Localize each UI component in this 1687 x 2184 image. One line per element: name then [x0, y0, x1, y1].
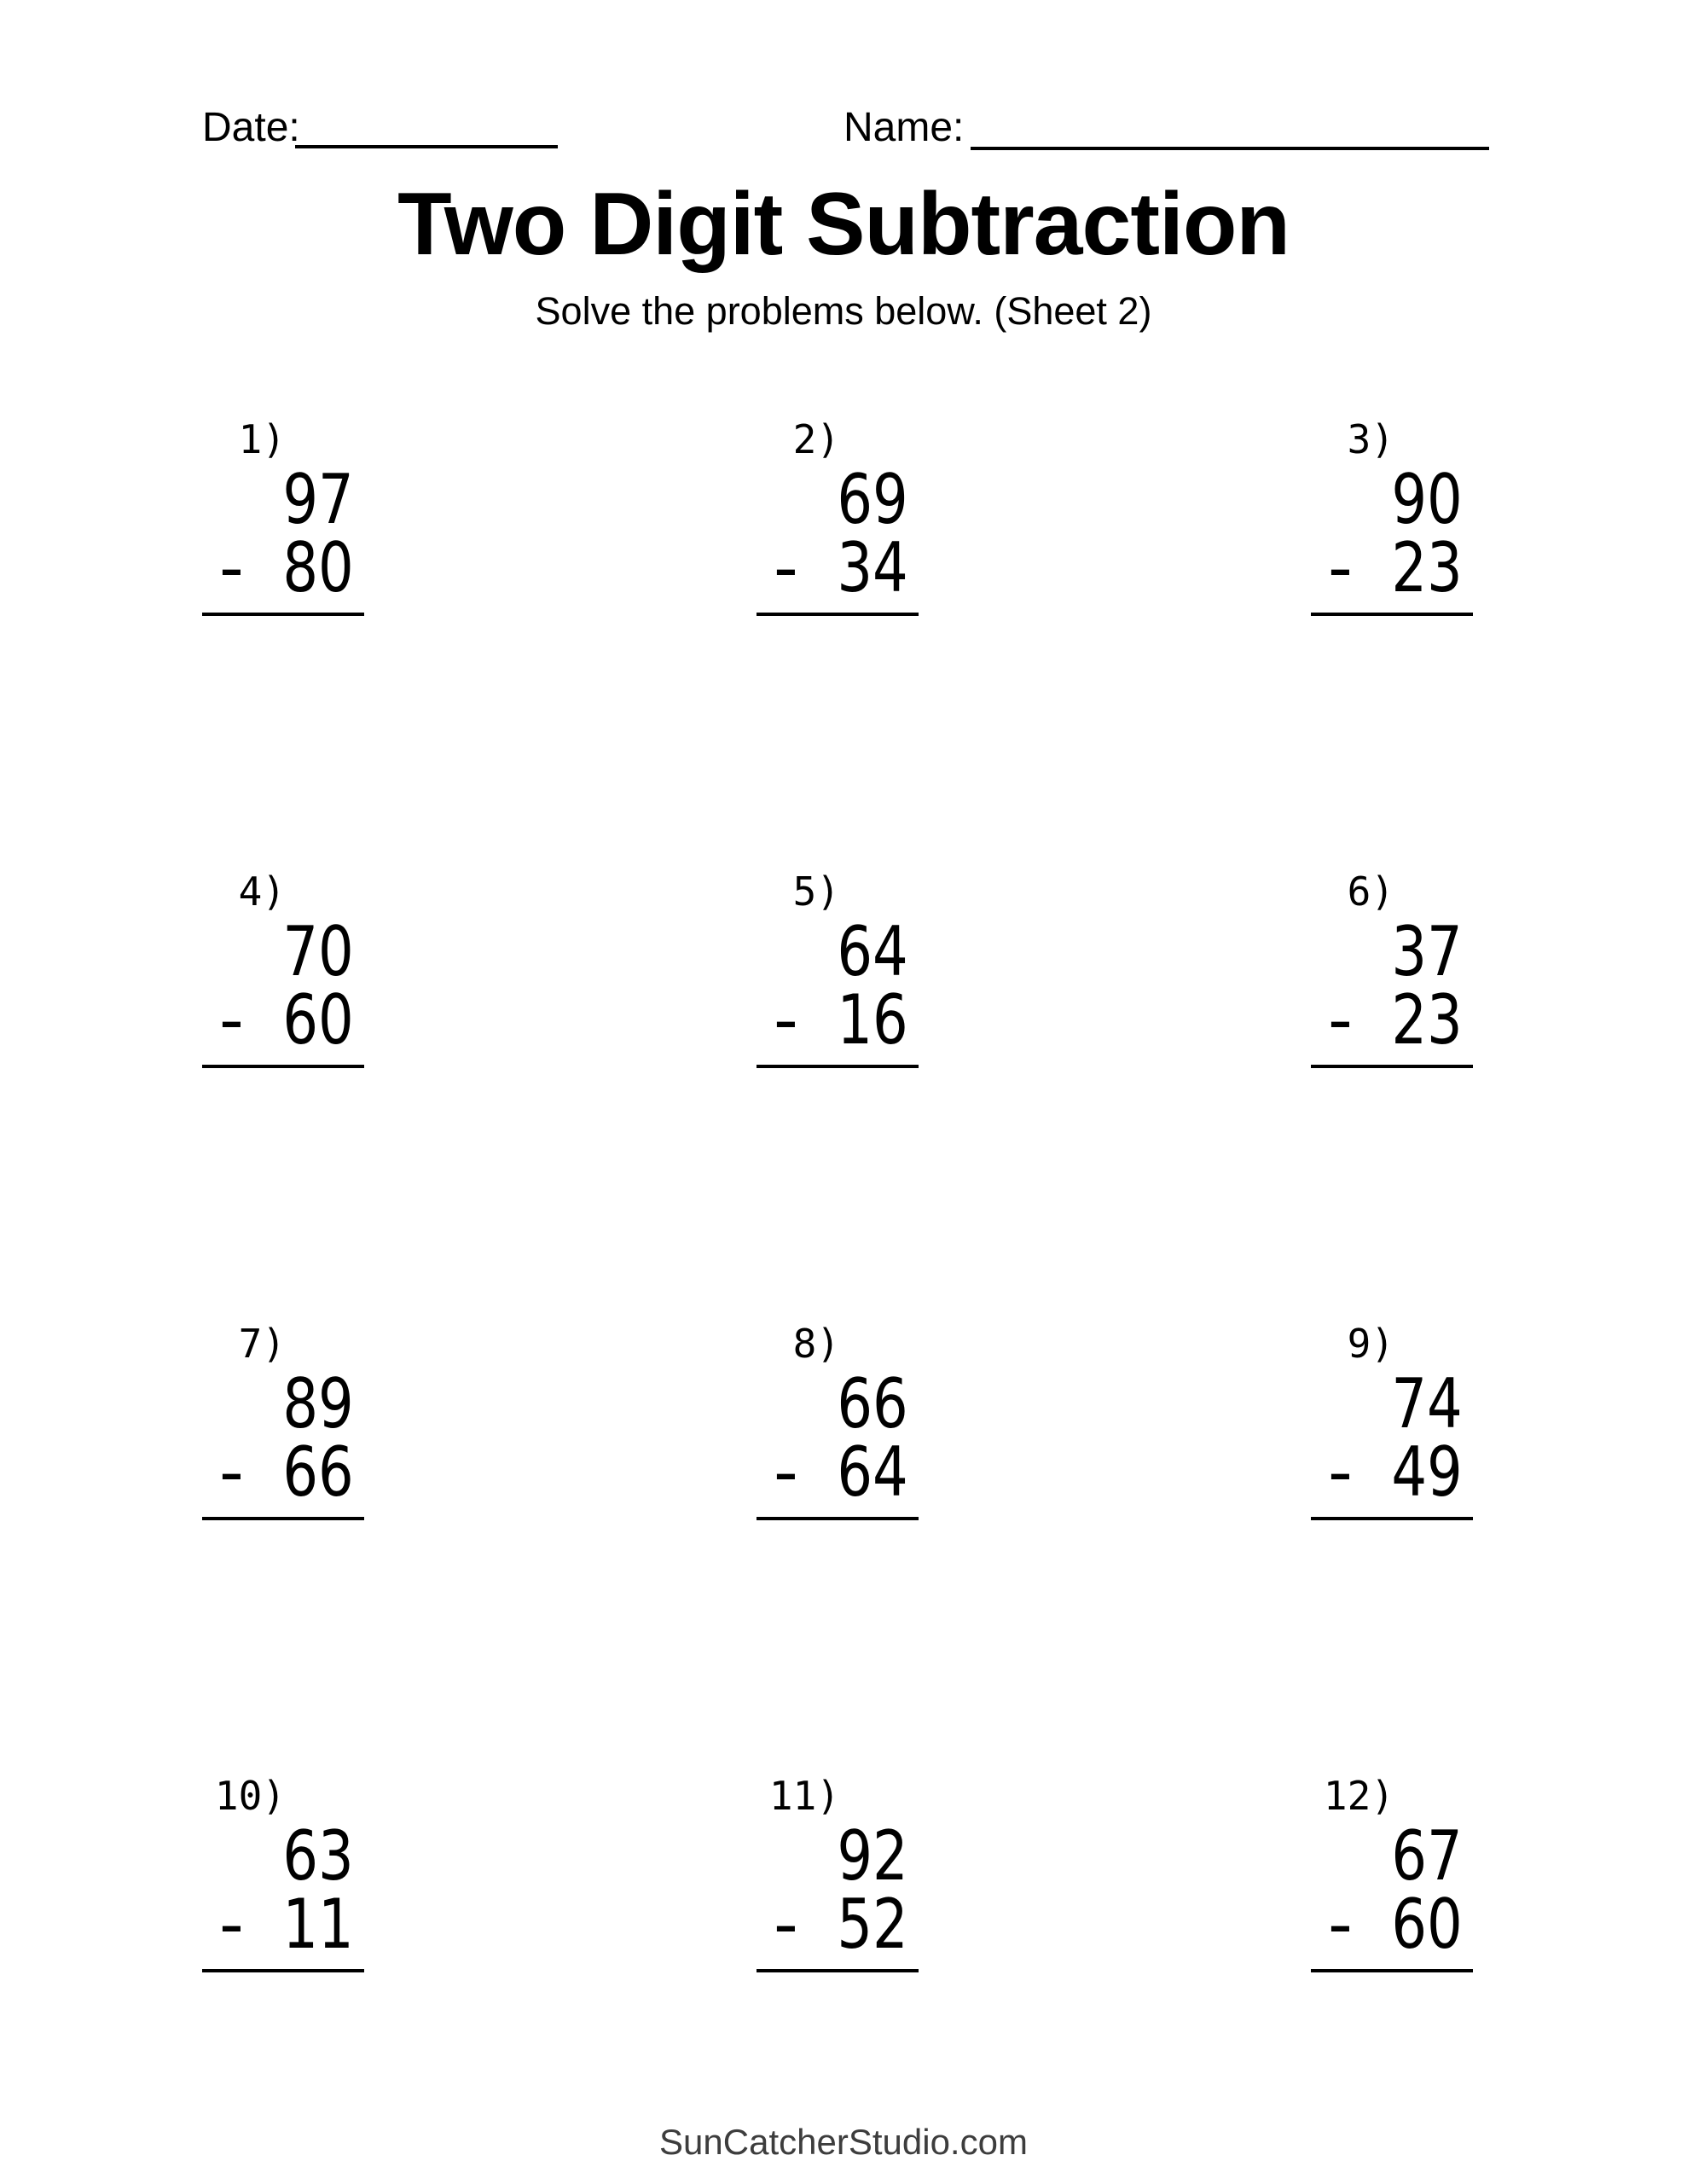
subtrahend: 60	[282, 980, 354, 1060]
answer-line	[202, 1517, 364, 1520]
minus-sign: -	[774, 1432, 798, 1512]
minuend: 66	[837, 1364, 908, 1443]
problems-grid	[202, 416, 1473, 1972]
minuend: 97	[282, 460, 354, 539]
problem-12	[1311, 1773, 1473, 1972]
answer-line	[757, 1065, 919, 1068]
minuend: 92	[837, 1816, 908, 1896]
subtrahend-row	[757, 1432, 919, 1512]
subtrahend-row	[202, 1432, 364, 1512]
subtrahend-row	[1311, 980, 1473, 1060]
problem-number: 3)	[1347, 416, 1394, 462]
problem-number: 5)	[792, 868, 840, 915]
minus-sign: -	[1328, 980, 1353, 1060]
answer-line	[1311, 1969, 1473, 1972]
subtrahend: 60	[1391, 1885, 1463, 1964]
problem-8	[757, 1321, 919, 1520]
subtrahend: 23	[1391, 980, 1463, 1060]
subtrahend-row	[202, 980, 364, 1060]
date-blank-line	[295, 145, 558, 148]
answer-line	[757, 1517, 919, 1520]
answer-line	[202, 1065, 364, 1068]
minus-sign: -	[1328, 1432, 1353, 1512]
problem-number: 11)	[768, 1773, 840, 1819]
problem-11	[757, 1773, 919, 1972]
answer-line	[202, 613, 364, 616]
subtrahend-row	[1311, 528, 1473, 607]
date-label: Date:	[202, 105, 300, 150]
subtrahend-row	[202, 528, 364, 607]
page-subtitle: Solve the problems below. (Sheet 2)	[535, 289, 1152, 333]
name-label: Name:	[844, 105, 965, 150]
minuend: 64	[837, 912, 908, 991]
minuend: 89	[282, 1364, 354, 1443]
answer-line	[757, 613, 919, 616]
name-blank-line	[971, 147, 1489, 150]
problem-10	[202, 1773, 364, 1972]
problem-4	[202, 868, 364, 1068]
subtrahend: 34	[837, 528, 908, 607]
minuend: 67	[1391, 1816, 1463, 1896]
subtrahend: 23	[1391, 528, 1463, 607]
subtrahend: 80	[282, 528, 354, 607]
minus-sign: -	[1328, 1885, 1353, 1964]
problem-7	[202, 1321, 364, 1520]
minus-sign: -	[219, 528, 244, 607]
problem-number: 2)	[792, 416, 840, 462]
minus-sign: -	[219, 980, 244, 1060]
minuend: 63	[282, 1816, 354, 1896]
answer-line	[1311, 1517, 1473, 1520]
minus-sign: -	[1328, 528, 1353, 607]
problem-number: 1)	[238, 416, 286, 462]
problem-number: 12)	[1323, 1773, 1394, 1819]
subtrahend: 64	[837, 1432, 908, 1512]
minus-sign: -	[774, 1885, 798, 1964]
answer-line	[1311, 613, 1473, 616]
subtrahend-row	[757, 1885, 919, 1964]
minuend: 70	[282, 912, 354, 991]
subtrahend: 16	[837, 980, 908, 1060]
subtrahend-row	[757, 528, 919, 607]
minuend: 37	[1391, 912, 1463, 991]
answer-line	[1311, 1065, 1473, 1068]
subtrahend: 49	[1391, 1432, 1463, 1512]
minus-sign: -	[774, 980, 798, 1060]
problem-2	[757, 416, 919, 616]
problem-5	[757, 868, 919, 1068]
problem-number: 4)	[238, 868, 286, 915]
minus-sign: -	[219, 1432, 244, 1512]
subtrahend: 11	[282, 1885, 354, 1964]
subtrahend: 66	[282, 1432, 354, 1512]
subtrahend-row	[202, 1885, 364, 1964]
footer-site-credit: SunCatcherStudio.com	[659, 2122, 1028, 2162]
subtrahend: 52	[837, 1885, 908, 1964]
problem-9	[1311, 1321, 1473, 1520]
subtrahend-row	[1311, 1432, 1473, 1512]
minuend: 90	[1391, 460, 1463, 539]
subtrahend-row	[757, 980, 919, 1060]
problem-number: 6)	[1347, 868, 1394, 915]
minuend: 74	[1391, 1364, 1463, 1443]
problem-number: 10)	[214, 1773, 286, 1819]
minus-sign: -	[219, 1885, 244, 1964]
problem-number: 7)	[238, 1321, 286, 1367]
problem-number: 9)	[1347, 1321, 1394, 1367]
answer-line	[757, 1969, 919, 1972]
problem-6	[1311, 868, 1473, 1068]
minuend: 69	[837, 460, 908, 539]
problem-3	[1311, 416, 1473, 616]
page-title: Two Digit Subtraction	[397, 175, 1290, 274]
problem-1	[202, 416, 364, 616]
subtrahend-row	[1311, 1885, 1473, 1964]
answer-line	[202, 1969, 364, 1972]
minus-sign: -	[774, 528, 798, 607]
problem-number: 8)	[792, 1321, 840, 1367]
